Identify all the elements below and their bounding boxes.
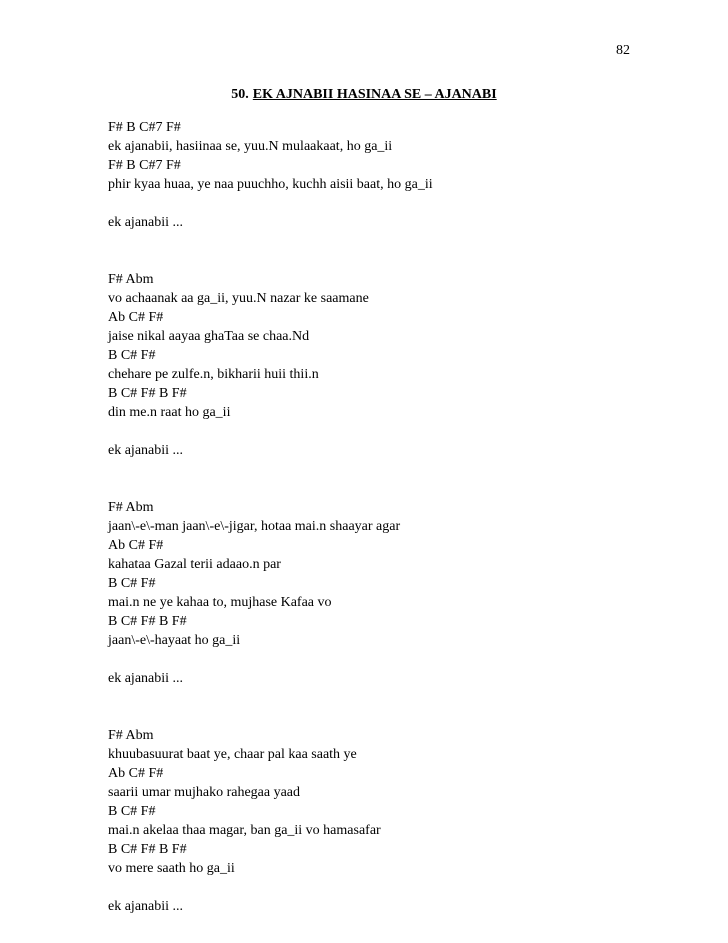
lyric-line: ek ajanabii, hasiinaa se, yuu.N mulaakaat, ho ga_ii — [108, 139, 393, 154]
lyric-line: din me.n raat ho ga_ii — [108, 405, 231, 420]
chord-line: F# Abm — [108, 728, 154, 743]
lyric-line: kahataa Gazal terii adaao.n par — [108, 557, 281, 572]
lyric-line: chehare pe zulfe.n, bikharii huii thii.n — [108, 367, 319, 382]
refrain-line: ek ajanabii ... — [108, 671, 184, 686]
lyric-line: jaan\-e\-man jaan\-e\-jigar, hotaa mai.n shaayar agar — [108, 519, 401, 534]
lyrics-body — [108, 118, 668, 916]
refrain-line: ek ajanabii ... — [108, 899, 184, 914]
refrain-line: ek ajanabii ... — [108, 215, 184, 230]
chord-line: B C# F# — [108, 348, 156, 363]
lyric-line: mai.n akelaa thaa magar, ban ga_ii vo hamasafar — [108, 823, 381, 838]
chord-line: F# Abm — [108, 500, 154, 515]
page-number: 82 — [616, 43, 630, 58]
verse-4 — [108, 726, 668, 878]
chord-line: F# Abm — [108, 272, 154, 287]
chord-line: B C# F# B F# — [108, 386, 187, 401]
song-name: EK AJNABII HASINAA SE – AJANABI — [252, 87, 497, 102]
chord-line: Ab C# F# — [108, 766, 164, 781]
chord-line: F# B C#7 F# — [108, 158, 181, 173]
chord-line: Ab C# F# — [108, 538, 164, 553]
lyric-line: vo achaanak aa ga_ii, yuu.N nazar ke saamane — [108, 291, 369, 306]
lyric-line: phir kyaa huaa, ye naa puuchho, kuchh aisii baat, ho ga_ii — [108, 177, 433, 192]
lyric-line: vo mere saath ho ga_ii — [108, 861, 235, 876]
chord-line: B C# F# — [108, 804, 156, 819]
song-title — [0, 86, 728, 104]
chord-line: B C# F# — [108, 576, 156, 591]
chord-line: Ab C# F# — [108, 310, 164, 325]
song-number: 50. — [231, 87, 249, 102]
chord-line: B C# F# B F# — [108, 614, 187, 629]
lyric-line: jaan\-e\-hayaat ho ga_ii — [108, 633, 241, 648]
refrain-line: ek ajanabii ... — [108, 443, 184, 458]
chord-line: B C# F# B F# — [108, 842, 187, 857]
chord-line: F# B C#7 F# — [108, 120, 181, 135]
lyric-line: mai.n ne ye kahaa to, mujhase Kafaa vo — [108, 595, 332, 610]
verse-3 — [108, 498, 668, 650]
verse-2 — [108, 270, 668, 422]
lyric-line: khuubasuurat baat ye, chaar pal kaa saath ye — [108, 747, 357, 762]
lyric-line: jaise nikal aayaa ghaTaa se chaa.Nd — [108, 329, 310, 344]
lyric-line: saarii umar mujhako rahegaa yaad — [108, 785, 301, 800]
verse-1 — [108, 118, 668, 194]
